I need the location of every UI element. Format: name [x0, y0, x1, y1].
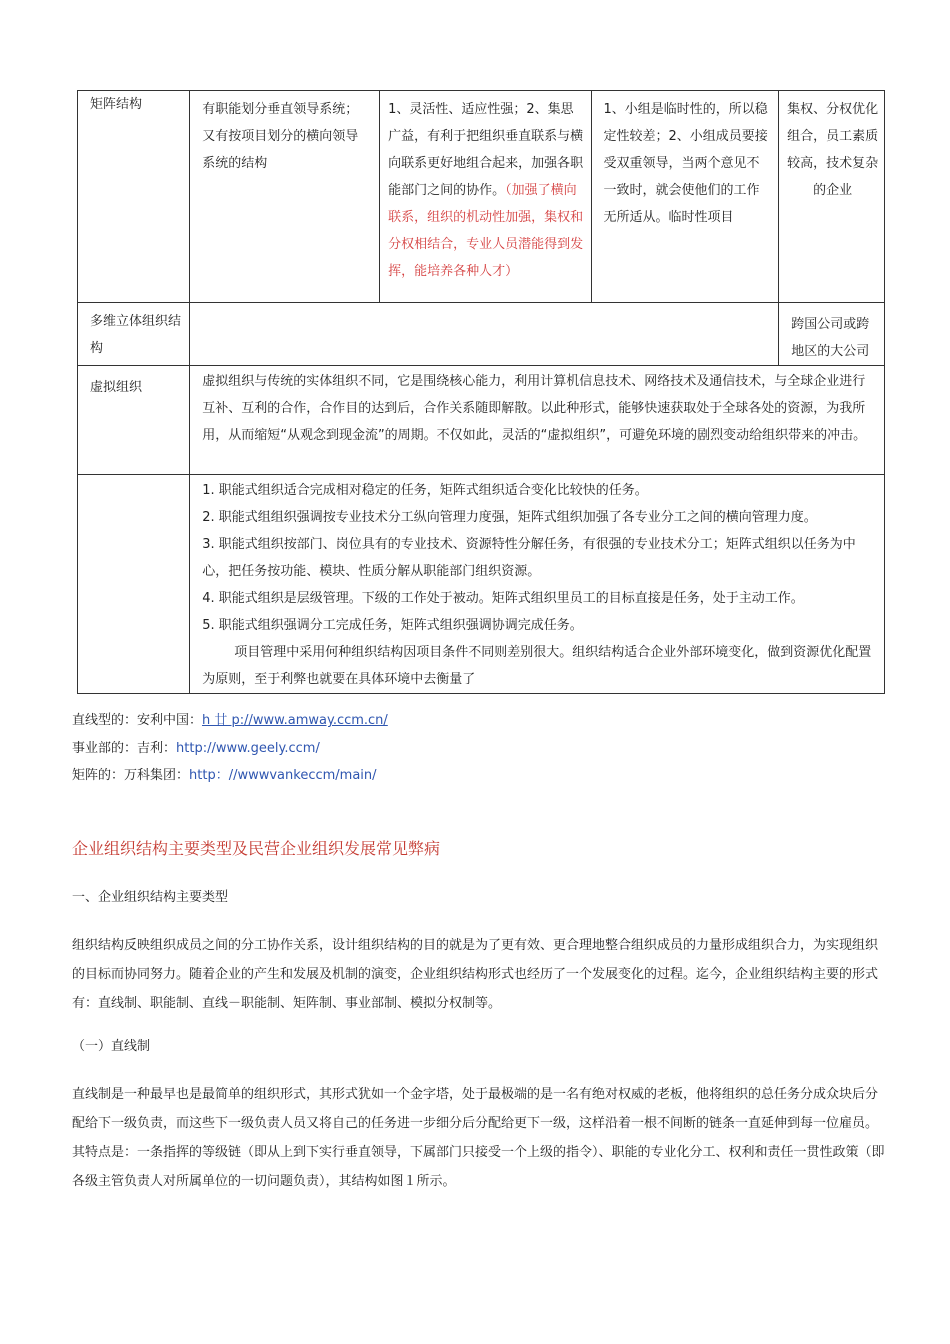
matrix-advantages	[380, 91, 591, 303]
summary-item-4: 4. 职能式组织是层级管理。下级的工作处于被动。矩阵式组织里员工的目标直接是任务，处于主动工作。	[202, 591, 804, 606]
example-links	[72, 707, 388, 790]
link-line-vanke	[72, 762, 388, 790]
link-amway[interactable]: h 廿 p://www.amway.ccm.cn/	[202, 713, 388, 728]
subsection-title-2: （一）直线制	[72, 1039, 151, 1054]
section-title: 企业组织结构主要类型及民营企业组织发展常见弊病	[72, 839, 441, 858]
virtual-description-text: 虚拟组织与传统的实体组织不同，它是围绕核心能力，利用计算机信息技术、网络技术及通信技术，与全球企业进行互补、互利的合作，合作目的达到后，合作关系随即解散。以此种形式，能够快速获取处于全球各处的资源，为我所用，从而缩短“从观念到现金流”的周期。不仅如此，灵活的“虚拟组织”，可避免环境的剧烈变动给组织带来的冲击。	[202, 374, 867, 443]
summary-empty	[78, 475, 190, 694]
link-line-geely	[72, 735, 388, 763]
matrix-definition	[190, 91, 380, 303]
multidim-applicable-text: 跨国公司或跨地区的大公司	[791, 317, 870, 359]
subsection-title-1: 一、企业组织结构主要类型	[72, 890, 229, 905]
matrix-applicable-text: 集权、分权优化组合，员工素质较高，技术复杂的企业	[787, 102, 879, 198]
link-label-amway: 直线型的：安利中国：	[72, 713, 203, 728]
matrix-advantages-text: 1、灵活性、适应性强；2、集思广益，有利于把组织垂直联系与横向联系更好地组合起来，加强各职能部门之间的协作。	[388, 102, 584, 198]
link-vanke[interactable]: http：//wwwvankeccm/main/	[189, 768, 377, 783]
table-row-multidim	[78, 303, 885, 366]
summary-item-5: 5. 职能式组织强调分工完成任务，矩阵式组织强调协调完成任务。	[202, 618, 583, 633]
paragraph-linear: 直线制是一种最早也是最简单的组织形式，其形式犹如一个金字塔，处于最极端的是一名有绝对权威的老板，他将组织的总任务分成众块后分配给下一级负责，而这些下一级负责人员又将自己的任务进一步细分后分配给更下一级，这样沿着一根不间断的链条一直延伸到每一位雇员。其特点是：一条指挥的等级链（即从上到下实行垂直领导，下属部门只接受一个上级的指令）、职能的专业化分工、权利和责任一贯性政策（即各级主管负责人对所属单位的一切问题负责），其结构如图１所示。	[72, 1087, 885, 1189]
multidim-name-text: 多维立体组织结构	[90, 314, 182, 356]
summary-conclusion: 项目管理中采用何种组织结构因项目条件不同则差别很大。组织结构适合企业外部环境变化，做到资源优化配置为原则，至于利弊也就要在具体环境中去衡量了	[202, 645, 872, 687]
matrix-advantages-red: （加强了横向联系，组织的机动性加强，集权和分权相结合，专业人员潜能得到发挥，能培养各种人才）	[388, 183, 584, 279]
matrix-disadvantages	[591, 91, 779, 303]
table-row-matrix	[78, 91, 885, 303]
summary-cell	[190, 475, 885, 694]
virtual-name-text: 虚拟组织	[90, 380, 143, 395]
link-geely[interactable]: http://www.geely.ccm/	[176, 740, 320, 756]
multidim-applicable	[779, 303, 885, 366]
multidim-name	[78, 303, 190, 366]
paragraph-intro: 组织结构反映组织成员之间的分工协作关系，设计组织结构的目的就是为了更有效、更合理地整合组织成员的力量形成组织合力，为实现组织的目标而协同努力。随着企业的产生和发展及机制的演变，企业组织结构形式也经历了一个发展变化的过程。迄今，企业组织结构主要的形式有：直线制、职能制、直线－职能制、矩阵制、事业部制、模拟分权制等。	[72, 938, 879, 1011]
virtual-name	[78, 366, 190, 475]
matrix-name: 矩阵结构	[78, 91, 190, 303]
link-label-vanke: 矩阵的：万科集团：	[72, 768, 190, 783]
multidim-empty	[190, 303, 779, 366]
link-line-amway	[72, 707, 388, 735]
matrix-definition-text: 有职能划分垂直领导系统；又有按项目划分的横向领导系统的结构	[202, 102, 359, 171]
virtual-description	[190, 366, 885, 475]
summary-item-3: 3. 职能式组织按部门、岗位具有的专业技术、资源特性分解任务，有很强的专业技术分工；矩阵式组织以任务为中心，把任务按功能、模块、性质分解从职能部门组织资源。	[202, 537, 856, 579]
table-row-summary	[78, 475, 885, 694]
link-label-geely: 事业部的：吉利：	[72, 740, 177, 756]
matrix-applicable	[779, 91, 885, 303]
org-structure-table	[77, 90, 885, 694]
matrix-disadvantages-text: 1、小组是临时性的，所以稳定性较差；2、小组成员要接受双重领导，当两个意见不一致时，就会使他们的工作无所适从。临时性项目	[603, 102, 768, 225]
table-row-virtual	[78, 366, 885, 475]
summary-item-1: 1. 职能式组织适合完成相对稳定的任务，矩阵式组织适合变化比较快的任务。	[202, 483, 648, 498]
summary-item-2: 2. 职能式组组织强调按专业技术分工纵向管理力度强，矩阵式组织加强了各专业分工之间的横向管理力度。	[202, 510, 817, 525]
